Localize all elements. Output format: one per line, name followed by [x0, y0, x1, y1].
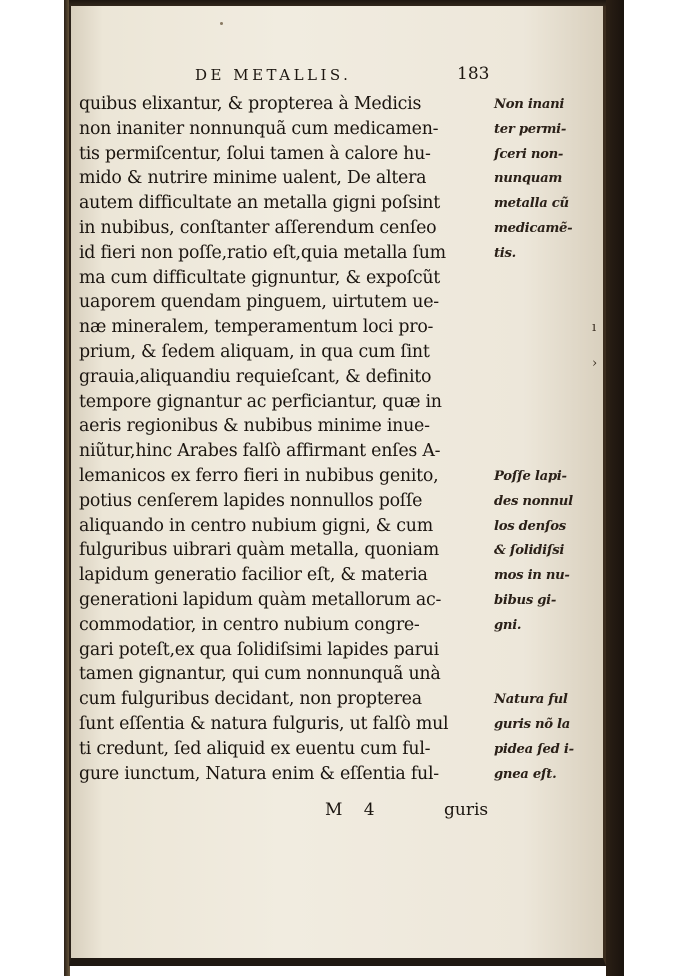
page-number: 183: [457, 64, 490, 84]
text-line: gari poteſt,ex qua ſolidiſsimi lapides parui: [79, 639, 439, 660]
stray-mark: ›: [592, 356, 598, 371]
margin-note-line: bibus gi-: [494, 593, 557, 608]
text-line: grauia,aliquandiu requieſcant, & definito: [79, 366, 432, 387]
text-line: generationi lapidum quàm metallorum ac-: [79, 590, 442, 610]
margin-note-line: & ſolidiſsi: [494, 543, 565, 559]
paper-speck: [220, 22, 223, 25]
margin-note-line: Natura ful: [494, 692, 568, 708]
margin-note-line: nunquam: [494, 171, 562, 187]
text-line: cum fulguribus decidant, non propterea: [79, 689, 422, 710]
margin-note-line: pidea ſed i-: [494, 741, 574, 757]
text-line: in nubibus, conſtanter aſſerendum cenſeo: [79, 218, 437, 238]
stray-mark: ı: [592, 320, 597, 335]
running-title: DE METALLIS.: [195, 66, 352, 84]
text-line: gure iunctum, Natura enim & eſſentia ful-: [79, 763, 439, 784]
text-line: tamen gignantur, qui cum nonnunquã unà: [79, 664, 441, 685]
text-line: non inaniter nonnunquã cum medicamen-: [79, 118, 439, 139]
signature-mark: M 4: [325, 800, 383, 820]
running-header: [195, 66, 545, 90]
book-edge-shadow: [606, 0, 624, 976]
text-line: prium, & ſedem aliquam, in qua cum ſint: [79, 342, 430, 362]
text-line: tempore gignantur ac perficiantur, quæ in: [79, 391, 442, 412]
text-line: niũtur,hinc Arabes falſò affirmant enſes A-: [79, 441, 441, 462]
margin-note-line: guris nõ la: [494, 717, 571, 732]
text-line: commodatior, in centro nubium congre-: [79, 614, 420, 635]
text-line: aeris regionibus & nubibus minime inue-: [79, 416, 430, 437]
text-line: potius cenſerem lapides nonnullos poſſe: [79, 490, 423, 511]
text-line: lemanicos ex ferro fieri in nubibus genito,: [79, 466, 439, 486]
text-line: mido & nutrire minime ualent, De altera: [79, 168, 427, 189]
text-line: næ mineralem, temperamentum loci pro-: [79, 317, 434, 338]
margin-note-line: gni.: [494, 617, 522, 633]
margin-note-line: tis.: [494, 245, 516, 261]
margin-note-line: medicamẽ-: [494, 221, 573, 236]
margin-note-line: mos in nu-: [494, 568, 570, 584]
margin-note-line: des nonnul: [494, 493, 573, 509]
margin-note-line: gnea eſt.: [494, 766, 557, 782]
text-line: tis permiſcentur, ſolui tamen à calore hu-: [79, 143, 431, 164]
text-line: uaporem quendam pinguem, uirtutem ue-: [79, 292, 439, 313]
margin-note-line: Non inani: [494, 97, 565, 112]
text-line: aliquando in centro nubium gigni, & cum: [79, 515, 433, 536]
text-line: ſunt eſſentia & natura fulguris, ut falſò mul: [79, 714, 449, 734]
text-line: lapidum generatio facilior eſt, & materia: [79, 565, 428, 586]
text-line: autem difficultate an metalla gigni poſsint: [79, 193, 441, 214]
text-line: quibus elixantur, & propterea à Medicis: [79, 94, 422, 114]
text-line: fulguribus uibrari quàm metalla, quoniam: [79, 540, 440, 561]
margin-note-line: Poſſe lapi-: [494, 469, 567, 484]
catchword: guris: [444, 800, 489, 820]
margin-note-line: ſceri non-: [494, 146, 564, 162]
margin-note-line: metalla cũ: [494, 196, 569, 212]
margin-note-line: los denſos: [494, 518, 566, 534]
margin-note-line: ter permi-: [494, 121, 567, 137]
text-line: id fieri non poſſe,ratio eſt,quia metalla ſum: [79, 242, 446, 263]
text-line: ma cum difficultate gignuntur, & expoſcũt: [79, 267, 441, 288]
text-line: ti credunt, ſed aliquid ex euentu cum ful-: [79, 738, 431, 759]
